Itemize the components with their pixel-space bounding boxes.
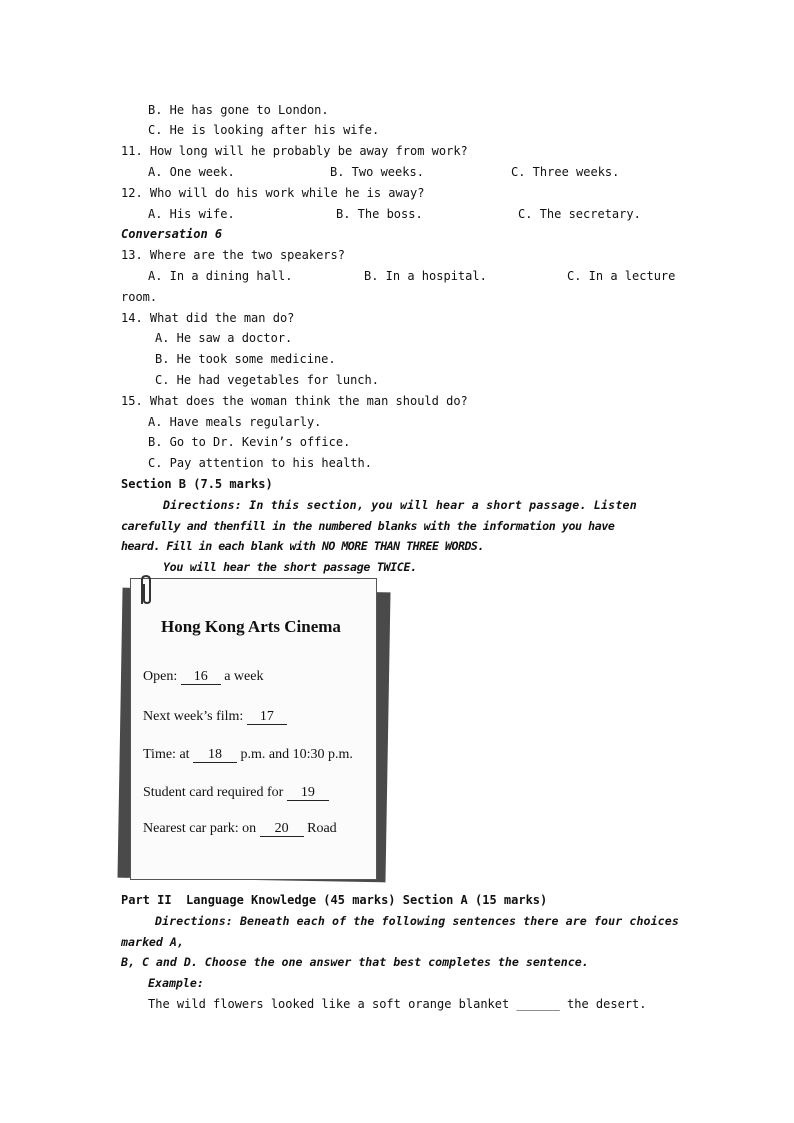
q15-option-a: A. Have meals regularly. <box>148 415 322 429</box>
q13-option-b: B. In a hospital. <box>364 269 487 283</box>
q10-option-b: B. He has gone to London. <box>148 103 329 117</box>
notice-park-suffix: Road <box>307 821 337 836</box>
q15-question: 15. What does the woman think the man should do? <box>121 394 468 408</box>
q11-option-a: A. One week. <box>148 165 235 179</box>
notice-open-label: Open: <box>143 669 178 684</box>
notice-time-row <box>143 747 353 763</box>
q13-option-c: C. In a lecture <box>567 269 676 283</box>
q11-question: 11. How long will he probably be away from work? <box>121 144 468 158</box>
notice-title: Hong Kong Arts Cinema <box>161 617 341 636</box>
notice-park-label: Nearest car park: on <box>143 821 257 836</box>
example-sentence: The wild flowers looked like a soft orange blanket ______ the desert. <box>148 997 647 1011</box>
blank-20: 20 <box>260 822 304 837</box>
q14-option-b: B. He took some medicine. <box>155 352 336 366</box>
notice-time-suffix: p.m. and 10:30 p.m. <box>240 747 353 762</box>
blank-18: 18 <box>193 748 237 763</box>
q11-option-b: B. Two weeks. <box>330 165 424 179</box>
blank-17: 17 <box>247 710 287 725</box>
q10-option-c: C. He is looking after his wife. <box>148 123 380 137</box>
part-2-directions-line3: B, C and D. Choose the one answer that best completes the sentence. <box>121 955 589 969</box>
q15-option-b: B. Go to Dr. Kevin’s office. <box>148 435 351 449</box>
section-b-directions-line3: heard. Fill in each blank with NO MORE THAN THREE WORDS. <box>121 539 484 553</box>
q12-option-a: A. His wife. <box>148 207 235 221</box>
notice-open-row <box>143 669 263 685</box>
notice-film-row <box>143 709 287 725</box>
part-2-directions-line2: marked A, <box>121 935 184 949</box>
notice-card-row <box>143 785 329 801</box>
q14-option-c: C. He had vegetables for lunch. <box>155 373 379 387</box>
notice-park-row <box>143 821 337 837</box>
example-label: Example: <box>148 976 204 990</box>
section-b-directions-line2: carefully and thenfill in the numbered blanks with the information you have <box>121 519 615 533</box>
paper-clip-icon <box>136 574 156 608</box>
section-b-heading: Section B (7.5 marks) <box>121 477 273 491</box>
part-2-heading: Part II Language Knowledge (45 marks) Section A (15 marks) <box>121 893 548 907</box>
q12-option-c: C. The secretary. <box>518 207 641 221</box>
q14-question: 14. What did the man do? <box>121 311 295 325</box>
notice-time-label: Time: at <box>143 747 190 762</box>
section-b-directions-line4: You will hear the short passage TWICE. <box>163 560 417 574</box>
notice-card-label: Student card required for <box>143 785 284 800</box>
q14-option-a: A. He saw a doctor. <box>155 331 293 345</box>
blank-19: 19 <box>287 786 329 801</box>
q11-option-c: C. Three weeks. <box>511 165 620 179</box>
q15-option-c: C. Pay attention to his health. <box>148 456 372 470</box>
q13-option-c-cont: room. <box>121 290 158 304</box>
q12-question: 12. Who will do his work while he is away? <box>121 186 425 200</box>
conversation-6-heading: Conversation 6 <box>121 227 223 241</box>
notice-film-label: Next week’s film: <box>143 709 244 724</box>
blank-16: 16 <box>181 670 221 685</box>
q12-option-b: B. The boss. <box>336 207 423 221</box>
q13-option-a: A. In a dining hall. <box>148 269 293 283</box>
q13-question: 13. Where are the two speakers? <box>121 248 345 262</box>
section-b-directions-line1: Directions: In this section, you will hear a short passage. Listen <box>163 498 637 512</box>
notice-open-suffix: a week <box>224 669 264 684</box>
cinema-notice-card <box>130 578 377 880</box>
part-2-directions-line1: Directions: Beneath each of the following sentences there are four choices <box>155 914 679 928</box>
